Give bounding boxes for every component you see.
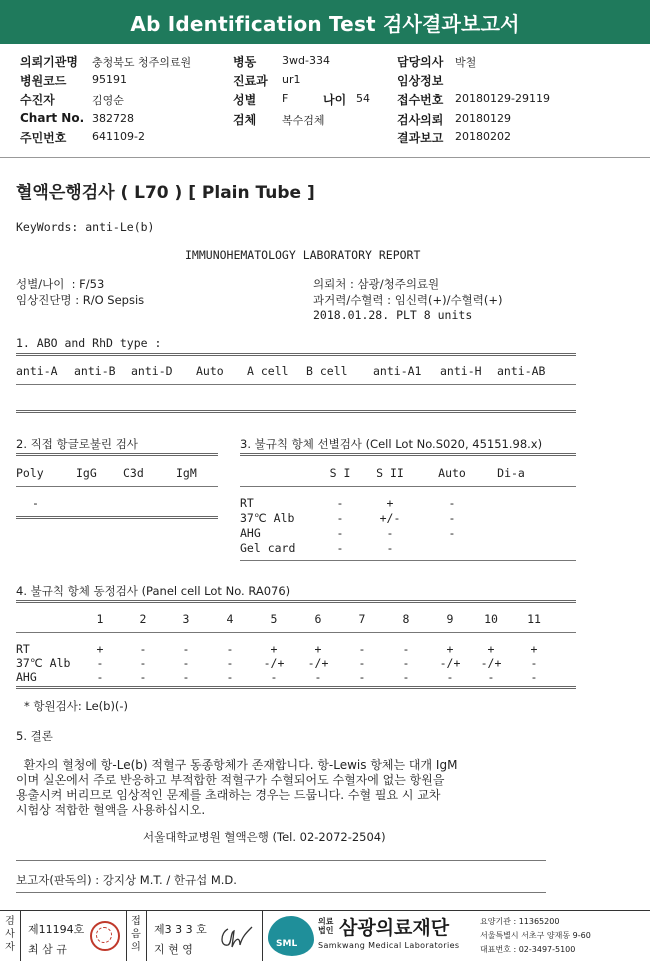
screen-row-label: Gel card (240, 541, 296, 555)
info-value: 3wd-334 (282, 54, 330, 67)
antigen-test: * 항원검사: Le(b)(-) (24, 699, 129, 713)
info-value: ur1 (282, 73, 301, 86)
inspector-box (20, 911, 127, 961)
screen-cell: - (386, 526, 394, 540)
panel-cell: + (96, 642, 104, 656)
inspector-label-box (0, 911, 21, 961)
screen-row-label: RT (240, 496, 254, 510)
panel-cell: - (402, 642, 410, 656)
section-2-title: 2. 직접 항글로불린 검사 (16, 437, 138, 451)
panel-cell: - (358, 670, 366, 684)
panel-cell: - (226, 642, 234, 656)
org-prefix-bottom: 법인 (318, 926, 334, 935)
screen-cell: - (448, 511, 456, 525)
info-label: 검체 (233, 113, 257, 127)
divider (240, 560, 576, 561)
panel-col-header: 8 (402, 612, 410, 626)
abo-col-header: anti-A (16, 364, 58, 378)
panel-cell: - (358, 656, 366, 670)
info-value: 20180129-29119 (455, 92, 550, 105)
info-value: 95191 (92, 73, 127, 86)
panel-cell: -/+ (439, 656, 461, 670)
report-header-title: Ab Identification Test 검사결과보고서 (0, 0, 650, 44)
samkwang-logo-icon (268, 916, 314, 956)
panel-cell: - (226, 670, 234, 684)
info-label: 접수번호 (397, 93, 444, 107)
panel-cell: - (402, 670, 410, 684)
section-5-title: 5. 결론 (16, 729, 53, 743)
panel-cell: - (530, 656, 538, 670)
confirmer-label-char: 접 (131, 916, 141, 927)
info-value: 20180129 (455, 112, 511, 125)
info-value: 복수검체 (282, 114, 325, 127)
panel-cell: - (226, 656, 234, 670)
screen-col-header: Di-a (497, 466, 525, 480)
panel-cell: - (446, 670, 454, 684)
info-label: 병동 (233, 55, 257, 69)
panel-cell: - (96, 656, 104, 670)
panel-col-header: 9 (446, 612, 454, 626)
confirmer-label-char: 의 (131, 942, 141, 953)
confirmer-box (146, 911, 263, 961)
info-value: 641109-2 (92, 130, 145, 143)
panel-cell: + (530, 642, 538, 656)
divider (16, 632, 576, 633)
panel-col-header: 1 (96, 612, 104, 626)
panel-cell: -/+ (263, 656, 285, 670)
screen-row-label: 37℃ Alb (240, 511, 295, 525)
abo-col-header: Auto (196, 364, 224, 378)
panel-cell: - (139, 656, 147, 670)
org-english-name: Samkwang Medical Laboratories (318, 941, 460, 950)
institution-code: 요양기관 : 11365200 (480, 917, 560, 926)
screen-cell: - (448, 496, 456, 510)
panel-cell: - (96, 670, 104, 684)
panel-row-label: RT (16, 642, 30, 656)
dat-col-header: IgG (76, 466, 97, 480)
info-label: 결과보고 (397, 131, 444, 145)
inspector-name: 최 삼 규 (28, 943, 67, 956)
panel-col-header: 2 (139, 612, 147, 626)
screen-cell: - (386, 541, 394, 555)
panel-cell: - (358, 642, 366, 656)
inspector-label-char: 검 (5, 916, 15, 927)
abo-col-header: anti-B (74, 364, 116, 378)
panel-col-header: 10 (484, 612, 498, 626)
report-title: 혈액은행검사 ( L70 ) [ Plain Tube ] (16, 183, 315, 203)
abo-col-header: anti-D (131, 364, 173, 378)
info-label: 임상정보 (397, 74, 444, 88)
scanned-report (0, 158, 650, 910)
screen-col-header: S I (329, 466, 351, 480)
info-label: 진료과 (233, 74, 268, 88)
confirmer-license: 제3 3 3 호 (154, 923, 207, 936)
requester: 의뢰처 : 삼광/청주의료원 (313, 277, 440, 291)
seal-icon (90, 921, 120, 951)
info-value: 박철 (455, 56, 477, 69)
keywords: KeyWords: anti-Le(b) (16, 220, 155, 234)
confirmer-name: 지 현 영 (154, 943, 193, 956)
info-value: 충청북도 청주의료원 (92, 56, 192, 69)
conclusion-line: 용출시켜 버리므로 임상적인 문제를 초래하는 경우는 드뭅니다. 수혈 필요 시 교차 (16, 788, 441, 802)
panel-cell: + (446, 642, 454, 656)
divider (16, 486, 218, 487)
reporter: 보고자(판독의) : 강지상 M.T. / 한규섭 M.D. (16, 873, 237, 887)
confirmer-label-char: 음 (131, 929, 141, 940)
panel-col-header: 6 (314, 612, 322, 626)
screen-cell: - (448, 526, 456, 540)
panel-cell: - (182, 670, 190, 684)
info-label: 의뢰기관명 (20, 55, 78, 69)
hospital-contact: 서울대학교병원 혈액은행 (Tel. 02-2072-2504) (143, 830, 386, 844)
info-value: 20180202 (455, 130, 511, 143)
panel-row-label: 37℃ Alb (16, 656, 71, 670)
divider (16, 892, 546, 893)
panel-cell: - (139, 670, 147, 684)
divider (16, 453, 218, 456)
panel-cell: + (314, 642, 322, 656)
panel-col-header: 5 (270, 612, 278, 626)
info-label: 담당의사 (397, 55, 444, 69)
divider (16, 410, 576, 413)
org-phone: 대표번호 : 02-3497-5100 (480, 945, 576, 954)
panel-cell: + (487, 642, 495, 656)
panel-col-header: 11 (527, 612, 541, 626)
age-label: 나이 (323, 93, 347, 107)
divider (16, 860, 546, 861)
section-1-title: 1. ABO and RhD type : (16, 336, 162, 350)
screen-cell: +/- (379, 511, 401, 525)
divider (240, 486, 576, 487)
panel-row-label: AHG (16, 670, 37, 684)
sex-age: 성별/나이 : F/53 (16, 277, 105, 291)
panel-col-header: 4 (226, 612, 234, 626)
panel-cell: - (487, 670, 495, 684)
screen-col-header: S II (376, 466, 404, 480)
transfusion-history-detail: 2018.01.28. PLT 8 units (313, 308, 473, 322)
org-prefix (318, 917, 333, 935)
inspector-label-char: 사 (5, 929, 15, 940)
panel-cell: - (314, 670, 322, 684)
section-4-title: 4. 불규칙 항체 동정검사 (Panel cell Lot No. RA076) (16, 584, 291, 598)
panel-cell: - (182, 642, 190, 656)
signature-icon (218, 923, 254, 951)
panel-cell: - (182, 656, 190, 670)
abo-col-header: anti-AB (497, 364, 546, 378)
panel-cell: - (530, 670, 538, 684)
panel-cell: -/+ (307, 656, 329, 670)
inspector-label-char: 자 (5, 942, 15, 953)
divider (240, 453, 576, 456)
dat-col-header: IgM (176, 466, 197, 480)
divider (16, 353, 576, 356)
org-prefix-top: 의료 (318, 917, 334, 926)
inspector-license: 제11194호 (28, 923, 85, 936)
abo-col-header: anti-H (440, 364, 482, 378)
footer (0, 910, 650, 961)
lab-report-title: IMMUNOHEMATOLOGY LABORATORY REPORT (185, 248, 421, 262)
dat-value: - (32, 496, 39, 510)
screen-cell: - (336, 496, 344, 510)
logo-text: SML (276, 939, 298, 949)
panel-col-header: 7 (358, 612, 366, 626)
dat-col-header: C3d (123, 466, 144, 480)
info-label: 수진자 (20, 93, 55, 107)
info-label: 성별 (233, 93, 257, 107)
age-value: 54 (356, 92, 370, 105)
section-3-title: 3. 불규칙 항체 선별검사 (Cell Lot No.S020, 45151.98.x) (240, 437, 543, 451)
info-label: 검사의뢰 (397, 113, 444, 127)
screen-cell: + (386, 496, 394, 510)
transfusion-history: 과거력/수혈력 : 임신력(+)/수혈력(+) (313, 293, 503, 307)
org-name: 삼광의료재단 (339, 917, 450, 939)
panel-cell: - (270, 670, 278, 684)
divider (16, 600, 576, 603)
abo-col-header: B cell (306, 364, 348, 378)
conclusion-line: 이며 실온에서 주로 반응하고 부적합한 적혈구가 수혈되어도 수혈자에 없는 항원을 (16, 773, 445, 787)
clinical-diagnosis: 임상진단명 : R/O Sepsis (16, 293, 145, 307)
abo-col-header: anti-A1 (373, 364, 422, 378)
screen-cell: - (336, 526, 344, 540)
screen-col-header: Auto (438, 466, 466, 480)
divider (16, 686, 576, 689)
screen-row-label: AHG (240, 526, 261, 540)
dat-col-header: Poly (16, 466, 44, 480)
conclusion-line: 환자의 혈청에 항-Le(b) 적혈구 동종항체가 존재합니다. 항-Lewis 항체는 대개 IgM (16, 758, 458, 772)
screen-cell: - (336, 511, 344, 525)
panel-col-header: 3 (182, 612, 190, 626)
info-value: 김영순 (92, 94, 124, 107)
screen-cell: - (336, 541, 344, 555)
info-value: 382728 (92, 112, 134, 125)
panel-cell: - (139, 642, 147, 656)
info-label: Chart No. (20, 111, 85, 125)
info-value: F (282, 92, 289, 105)
divider (16, 516, 218, 519)
panel-cell: -/+ (480, 656, 502, 670)
confirmer-label-box (126, 911, 147, 961)
divider (16, 384, 576, 385)
panel-cell: + (270, 642, 278, 656)
info-label: 병원코드 (20, 74, 67, 88)
panel-cell: - (402, 656, 410, 670)
org-address: 서울특별시 서초구 양재동 9-60 (480, 931, 591, 940)
patient-info-panel (0, 50, 650, 155)
conclusion-line: 시험상 적합한 혈액을 사용하십시오. (16, 803, 206, 817)
info-label: 주민번호 (20, 131, 67, 145)
abo-col-header: A cell (247, 364, 289, 378)
